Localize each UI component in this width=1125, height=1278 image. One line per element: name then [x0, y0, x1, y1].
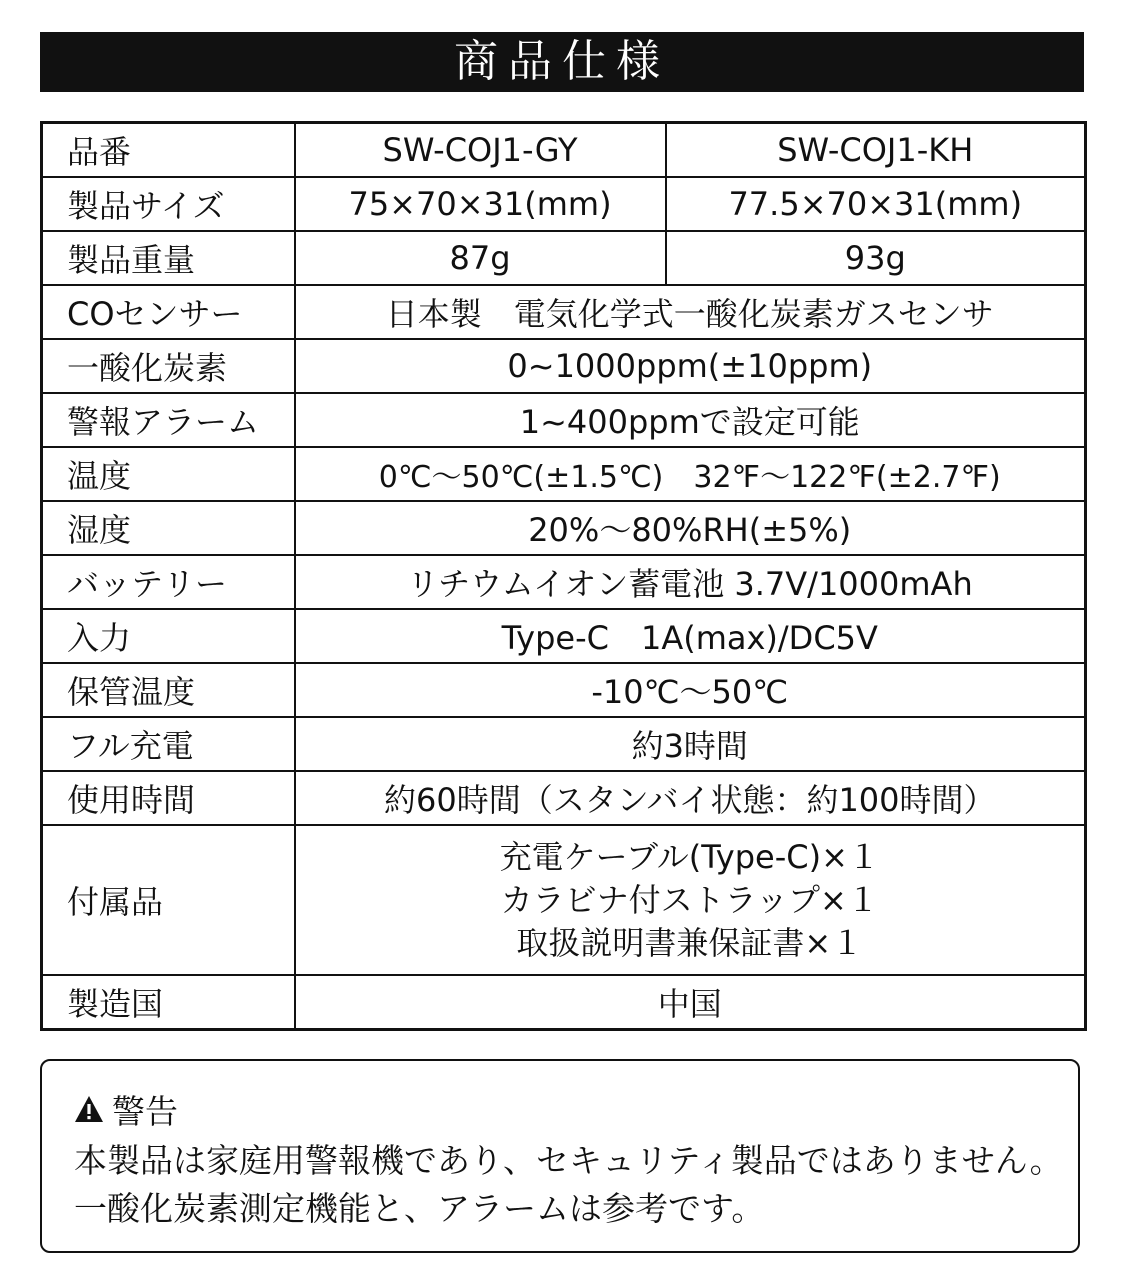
accessory-item: カラビナ付ストラップ×１: [500, 880, 879, 919]
page-title: 商品仕様: [40, 32, 1084, 92]
warning-text: 一酸化炭素測定機能と、アラームは参考です。: [74, 1189, 765, 1228]
spec-value-gy: SW-COJ1-GY: [295, 123, 666, 178]
spec-row-battery: [42, 555, 1086, 609]
spec-value: 20%〜80%RH(±5%): [295, 501, 1086, 555]
spec-row-size: [42, 177, 1086, 231]
spec-value-gy: 75×70×31(mm): [295, 177, 666, 231]
spec-value-kh: 93g: [666, 231, 1086, 285]
warning-box: [40, 1059, 1080, 1253]
spec-label: 温度: [42, 447, 295, 501]
spec-row-storage-temp: [42, 663, 1086, 717]
spec-label: 製造国: [42, 975, 295, 1030]
spec-label: 使用時間: [42, 771, 295, 825]
spec-label: 一酸化炭素: [42, 339, 295, 393]
spec-row-full-charge: [42, 717, 1086, 771]
spec-label: 製品サイズ: [42, 177, 295, 231]
warning-icon: [74, 1095, 104, 1123]
spec-row-weight: [42, 231, 1086, 285]
spec-label: 湿度: [42, 501, 295, 555]
accessory-item: 充電ケーブル(Type-C)×１: [499, 837, 880, 876]
spec-label: 製品重量: [42, 231, 295, 285]
spec-value: 中国: [295, 975, 1086, 1030]
spec-value-kh: 77.5×70×31(mm): [666, 177, 1086, 231]
spec-row-input: [42, 609, 1086, 663]
spec-row-usage-time: [42, 771, 1086, 825]
warning-heading-row: [74, 1089, 1078, 1129]
spec-value-gy: 87g: [295, 231, 666, 285]
spec-row-humidity: [42, 501, 1086, 555]
spec-value: 0℃〜50℃(±1.5℃) 32℉〜122℉(±2.7℉): [295, 447, 1086, 501]
spec-label: COセンサー: [42, 285, 295, 339]
spec-value: Type-C 1A(max)/DC5V: [295, 609, 1086, 663]
spec-value: 約3時間: [295, 717, 1086, 771]
spec-row-temperature: [42, 447, 1086, 501]
accessories-list: [295, 825, 1086, 975]
warning-heading: 警告: [112, 1091, 178, 1131]
spec-value: 0~1000ppm(±10ppm): [295, 339, 1086, 393]
spec-label: 保管温度: [42, 663, 295, 717]
spec-row-alarm: [42, 393, 1086, 447]
spec-label: 警報アラーム: [42, 393, 295, 447]
spec-row-origin: [42, 975, 1086, 1030]
spec-value: 1~400ppmで設定可能: [295, 393, 1086, 447]
warning-text: 本製品は家庭用警報機であり、セキュリティ製品ではありません。: [74, 1141, 1063, 1180]
spec-value: -10℃〜50℃: [295, 663, 1086, 717]
spec-value-kh: SW-COJ1-KH: [666, 123, 1086, 178]
spec-value: 約60時間（スタンバイ状態：約100時間）: [295, 771, 1086, 825]
accessory-item: 取扱説明書兼保証書×１: [516, 923, 864, 962]
spec-row-sensor: [42, 285, 1086, 339]
spec-label: バッテリー: [42, 555, 295, 609]
spec-table: [40, 121, 1087, 1031]
spec-label: 付属品: [42, 825, 295, 975]
spec-label: フル充電: [42, 717, 295, 771]
spec-row-co: [42, 339, 1086, 393]
spec-value: 日本製 電気化学式一酸化炭素ガスセンサ: [295, 285, 1086, 339]
spec-value: リチウムイオン蓄電池 3.7V/1000mAh: [295, 555, 1086, 609]
spec-label: 入力: [42, 609, 295, 663]
spec-row-model: [42, 123, 1086, 178]
spec-label: 品番: [42, 123, 295, 178]
spec-row-accessories: [42, 825, 1086, 975]
